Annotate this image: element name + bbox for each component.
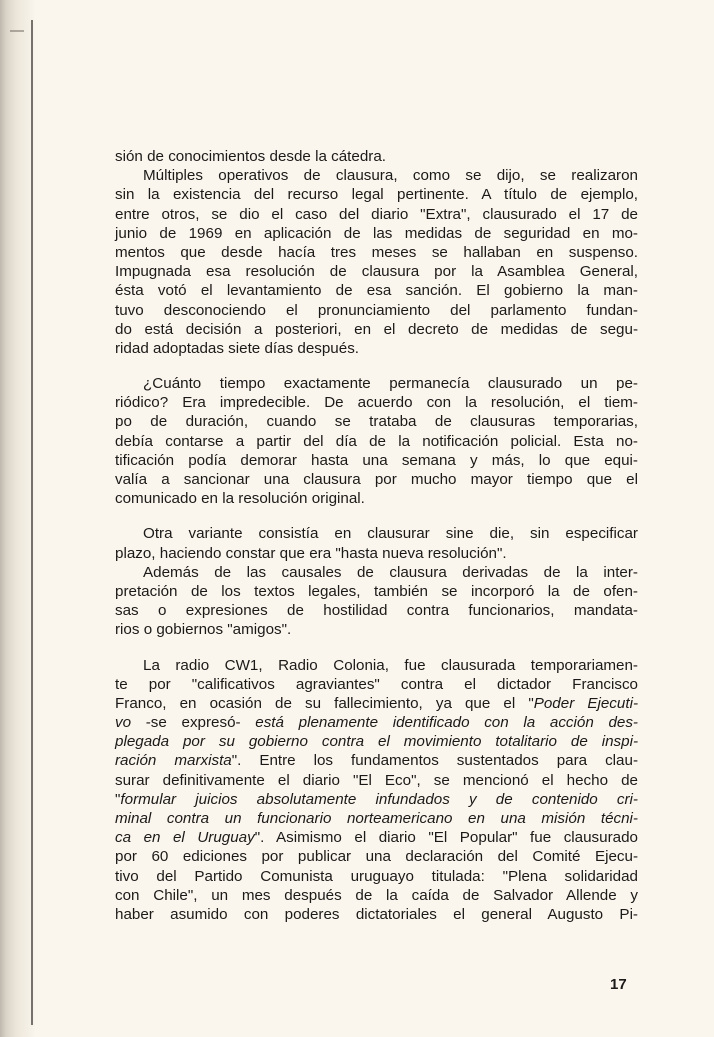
text-line: pretación de los textos legales, también se incorporó la de ofen- xyxy=(115,582,638,600)
text-line: por 60 ediciones por publicar una declaración del Comité Ejecu- xyxy=(115,848,638,866)
text-line: do está decisión a posteriori, en el decreto de medidas de segu- xyxy=(115,320,638,338)
text-line: comunicado en la resolución original. xyxy=(115,490,365,508)
italic-quote: formular juicios absolutamente infundados y de contenido cri- xyxy=(120,790,638,808)
text-line xyxy=(115,809,638,828)
text-line: Además de las causales de clausura derivadas de la inter- xyxy=(143,563,638,581)
text-line xyxy=(115,732,638,751)
text-line: ésta votó el levantamiento de esa sanción. El gobierno la man- xyxy=(115,282,638,300)
text-line: tuvo desconociendo el pronunciamiento del parlamento fundan- xyxy=(115,301,638,319)
text-line: te por "calificativos agraviantes" contra el dictador Francisco xyxy=(115,675,638,693)
text-line: ca en el Uruguay". Asimismo el diario "El Popular" fue clausurado xyxy=(115,829,638,847)
italic-quote: ración marxista xyxy=(115,752,232,770)
margin-mark xyxy=(10,30,24,32)
text-line: Otra variante consistía en clausurar sine die, sin especificar xyxy=(143,525,638,543)
paragraph-gap xyxy=(115,508,638,524)
text-line: sin la existencia del recurso legal pertinente. A título de ejemplo, xyxy=(115,186,638,204)
text-line: Impugnada esa resolución de clausura por la Asamblea General, xyxy=(115,263,638,281)
paragraph-continuation xyxy=(115,147,638,166)
text-line: vo -se expresó- está plenamente identificado con la acción des- xyxy=(115,714,638,732)
text-line: junio de 1969 en aplicación de las medidas de seguridad en mo- xyxy=(115,224,638,242)
paragraph-gap xyxy=(115,358,638,374)
italic-quote: Poder Ejecuti- xyxy=(533,694,638,712)
text-line: haber asumido con poderes dictatoriales el general Augusto Pi- xyxy=(115,905,638,923)
paragraph-sine-die xyxy=(115,524,638,562)
text-line: sión de conocimientos desde la cátedra. xyxy=(115,148,387,165)
text-line: riódico? Era impredecible. De acuerdo con la resolución, el tiem- xyxy=(115,394,638,412)
text-line: con Chile", un mes después de la caída de Salvador Allende y xyxy=(115,886,638,904)
text-line: sas o expresiones de hostilidad contra funcionarios, mandata- xyxy=(115,602,638,620)
text-line: Franco, en ocasión de su fallecimiento, ya que el "Poder Ejecuti- xyxy=(115,694,638,712)
text-line: valía a sancionar una clausura por mucho mayor tiempo que el xyxy=(115,471,638,488)
text-line: Múltiples operativos de clausura, como se dijo, se realizaron xyxy=(143,167,638,185)
italic-quote: está plenamente identificado con la acción des- xyxy=(255,714,638,732)
text-line: "formular juicios absolutamente infundados y de contenido cri- xyxy=(115,790,638,808)
paragraph-offenses xyxy=(115,563,638,640)
text-line: surar definitivamente el diario "El Eco", se mencionó el hecho de xyxy=(115,771,638,789)
text-line: entre otros, se dio el caso del diario "Extra", clausurado el 17 de xyxy=(115,205,638,223)
paragraph-gap xyxy=(115,640,638,656)
text-line: ración marxista". Entre los fundamentos sustentados para clau- xyxy=(115,752,638,770)
text-line: La radio CW1, Radio Colonia, fue clausurada temporariamen- xyxy=(143,656,638,674)
text-line: tivo del Partido Comunista uruguayo titulada: "Plena solidaridad xyxy=(115,867,638,885)
text-line: ridad adoptadas siete días después. xyxy=(115,339,360,357)
text-line: plazo, haciendo constar que era "hasta nueva resolución". xyxy=(115,544,507,562)
paragraph-closure-operations xyxy=(115,166,638,358)
paragraph-closure-duration xyxy=(115,374,638,508)
text-line: mentos que desde hacía tres meses se hallaban en suspenso. xyxy=(115,243,638,261)
page-number: 17 xyxy=(610,976,627,993)
text-line: debía contarse a partir del día de la notificación policial. Esta no- xyxy=(115,432,638,450)
italic-quote: minal contra un funcionario norteamericano en una misión técni- xyxy=(115,810,638,827)
text-line: ¿Cuánto tiempo exactamente permanecía clausurado un pe- xyxy=(143,375,638,393)
text-line: po de duración, cuando se trataba de clausuras temporarias, xyxy=(115,413,638,431)
text-line: tificación podía demorar hasta una semana y más, lo que equi- xyxy=(115,451,638,469)
text-line: rios o gobiernos "amigos". xyxy=(115,621,292,639)
paragraph-radio-cw1 xyxy=(115,656,638,925)
body-text xyxy=(115,147,638,924)
italic-quote: vo xyxy=(115,714,132,732)
binding-edge-line xyxy=(31,20,33,1025)
italic-quote: ca en el Uruguay xyxy=(115,829,255,847)
italic-quote: plegada por su gobierno contra el movimiento totalitario de inspi- xyxy=(115,733,638,751)
